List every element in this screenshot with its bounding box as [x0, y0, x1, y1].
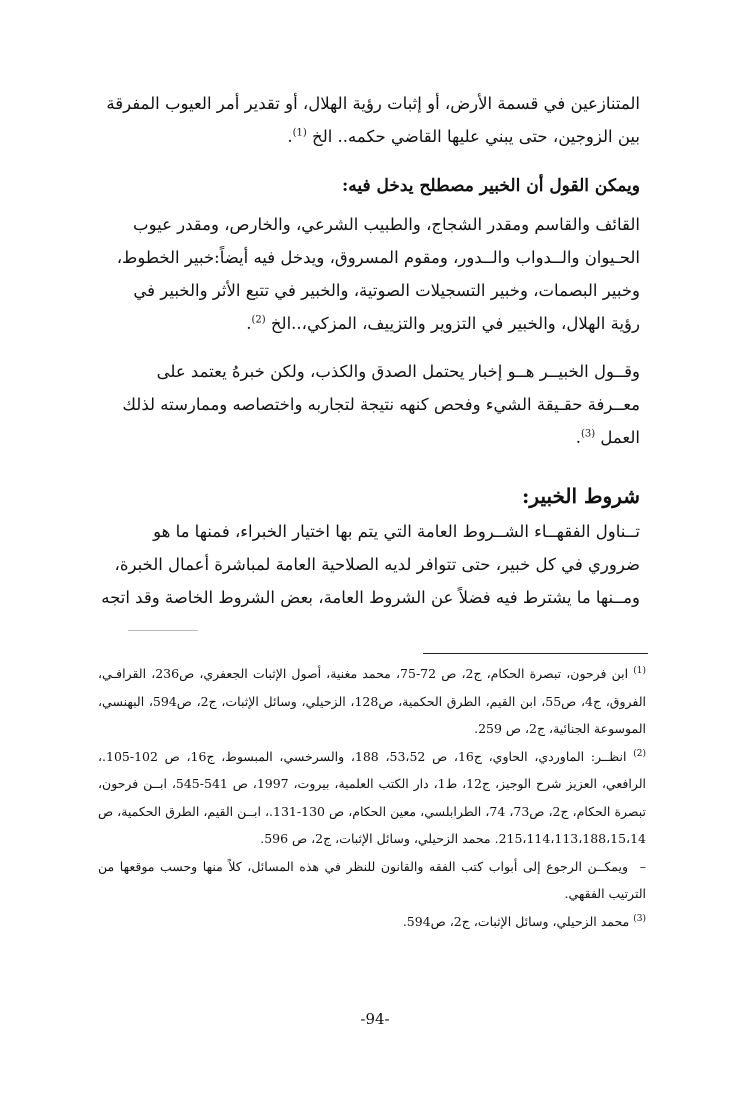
paragraph-4-line-2: ضروري في كل خبير، حتى تتوافر لديه الصلاحية العامة لمباشرة أعمال الخبرة،: [114, 555, 640, 574]
footnote-1: $^{(1)}$ ابن فرحون، تبصرة الحكام، ج2، ص 72-75، محمد مغنية، أصول الإثبات الجعفري، ص236، القرافـي، الفروق، ج4، ص55، ابن القيم، الطرق الحكمية، ص128، الزحيلي، وسائل الإثبات، ج2، ص594، البهنسي، الموسوعة الجنائية، ج2، ص 259.: [98, 665, 647, 736]
footnote-dash-note: –ويمكــن الرجوع إلى أبواب كتب الفقه والقانون للنظر في هذه المسائل، كلاً منها وحسب موقعها من الترتيب الفقهي.: [98, 853, 646, 908]
paragraph-2: [100, 208, 640, 340]
paragraph-3-line-2: معــرفة حقـيقة الشيء وفحص كنهه نتيجة لتجاربه واختصاصه وممارسته لذلك: [122, 395, 640, 414]
footnote-2: $^{(2)}$ انظــر: الماوردي، الحاوي، ج16، ص 53،52، 188، والسرخسي، المبسوط، ج16، ص 102-105.، الرافعي، العزيز شرح الوجيز، ج12، ط1، دار الكتب العلمية، بيروت، 1997، ص 541-545، ابــن فرحون، تبصرة الحكام، ج2، ص73، 74، الطرابلسي، معين الحكام، ص 130-131.، ابــن القيم، الطرق الحكمية، ص 215،114،113،188،15،14. محمد الزحيلي، وسائل الإثبات، ج2، ص 596.: [98, 748, 646, 846]
paragraph-2-line-1: القائف والقاسم ومقدر الشجاج، والطبيب الشرعي، والخارص، ومقدر عيوب: [133, 215, 640, 234]
paragraph-3-line-3: العمل $^{(3)}$.: [575, 428, 640, 447]
footnote-separator: [423, 653, 648, 654]
footnotes: [98, 660, 646, 935]
paragraph-2-line-4: رؤية الهلال، والخبير في التزوير والتزييف، المزكي،..الخ $^{(2)}$.: [246, 314, 640, 333]
pencil-mark: [128, 630, 198, 631]
paragraph-3-line-1: وقــول الخبيــر هــو إخبار يحتمل الصدق والكذب، ولكن خبرهُ يعتمد على: [156, 362, 640, 381]
paragraph-1-line-2: بين الزوجين، حتى يبني عليها القاضي حكمه.. الخ $^{(1)}$.: [287, 127, 640, 146]
section-heading: شروط الخبير:: [522, 484, 640, 508]
footnote-3: $^{(3)}$ محمد الزحيلي، وسائل الإثبات، ج2، ص594.: [402, 913, 646, 929]
footnote-marker-2: (2): [633, 748, 646, 759]
footnote-ref-2[interactable]: (2): [251, 314, 266, 326]
paragraph-4-line-3: ومــنها ما يشترط فيه فضلاً عن الشروط العامة، بعض الشروط الخاصة وقد اتجه: [101, 588, 640, 607]
footnote-dash: –: [639, 858, 646, 874]
section-subheading: ويمكن القول أن الخبير مصطلح يدخل فيه:: [341, 176, 640, 196]
page-number: -94-: [360, 1010, 390, 1028]
footnote-ref-1[interactable]: (1): [292, 127, 307, 139]
footnote-ref-3[interactable]: (3): [580, 428, 596, 440]
footnote-marker-3: (3): [633, 913, 646, 924]
paragraph-2-line-3: وخبير البصمات، وخبير التسجيلات الصوتية، والخبير في تتبع الأثر والخبير في: [133, 281, 640, 300]
paragraph-2-line-2: الحـيوان والــدواب والــدور، ومقوم المسروق، ويدخل فيه أيضاً:خبير الخطوط،: [116, 248, 640, 267]
paragraph-1: [100, 87, 640, 153]
paragraph-1-line-1: المتنازعين في قسمة الأرض، أو إثبات رؤية الهلال، أو تقدير أمر العيوب المفرقة: [106, 94, 640, 113]
footnote-marker-1: (1): [633, 665, 647, 676]
paragraph-3: [100, 355, 640, 454]
paragraph-4-line-1: تــناول الفقهــاء الشــروط العامة التي يتم بها اختيار الخبراء، فمنها ما هو: [153, 522, 640, 541]
paragraph-4: [100, 515, 640, 614]
